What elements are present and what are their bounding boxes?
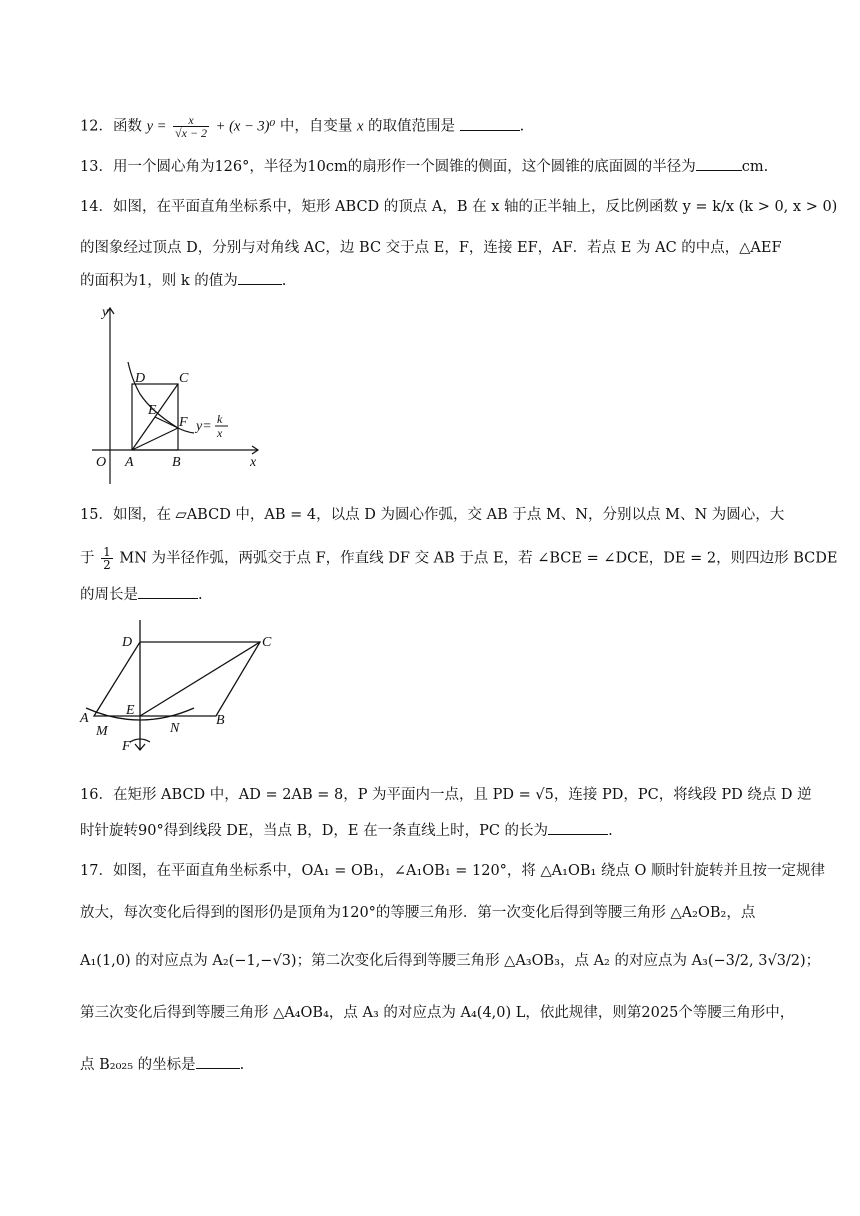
q16-line-2-text: 时针旋转90°得到线段 DE，当点 B，D，E 在一条直线上时，PC 的长为 [80, 823, 549, 839]
q12-period: . [519, 118, 525, 135]
q15-fraction-denominator: 2 [103, 558, 111, 572]
q15-line-3 [80, 584, 800, 606]
q13-text: 13．用一个圆心角为126°，半径为10cm的扇形作一个圆锥的侧面，这个圆锥的底面圆的半径为 [80, 159, 696, 175]
q14-label-o: O [96, 455, 107, 470]
q15-figure [76, 616, 286, 756]
q14-label-a: A [125, 455, 134, 470]
q14-line-3 [80, 270, 800, 292]
q12-fraction [173, 114, 209, 139]
q14-label-f: F [179, 415, 188, 430]
q14-label-x: x [250, 455, 257, 470]
q15-label-n: N [170, 721, 180, 736]
q12-text: 中，自变量 [279, 118, 353, 135]
q17-line-5-text: 点 B₂₀₂₅ 的坐标是 [80, 1057, 196, 1073]
q12-variable: x [356, 118, 364, 135]
q14-figure [80, 302, 270, 487]
q15-label-f: F [122, 739, 131, 754]
q12-answer-blank[interactable] [460, 116, 520, 131]
q15-answer-blank[interactable] [138, 584, 198, 599]
q15-line-3-text: 的周长是 [80, 587, 138, 603]
q14-function-label: y= [196, 419, 212, 434]
q16-answer-blank[interactable] [548, 820, 608, 835]
q12-text-end: 的取值范围是 [368, 118, 456, 135]
q15-label-b: B [216, 713, 225, 728]
q14-line-2: 的图象经过顶点 D，分别与对角线 AC，边 BC 交于点 E，F，连接 EF，AF．若点 E 为 AC 的中点，△AEF [80, 240, 782, 256]
q12-fraction-denominator: √x − 2 [175, 126, 208, 140]
q17-line-5 [80, 1054, 800, 1076]
q14-period: . [281, 273, 287, 289]
q12-function-tail: + (x − 3)⁰ [215, 118, 276, 135]
q14-label-c: C [179, 371, 189, 386]
q15-period: . [198, 587, 203, 603]
q17-period: . [239, 1057, 245, 1073]
q16-line-1: 16．在矩形 ABCD 中，AD = 2AB = 8，P 为平面内一点，且 PD = √5，连接 PD，PC，将线段 PD 绕点 D 逆 [80, 787, 812, 803]
q15-line-2-prefix: 于 [80, 550, 95, 567]
q16-line-2 [80, 820, 800, 842]
q15-label-a: A [80, 711, 89, 726]
question-13 [80, 156, 800, 178]
q14-label-d: D [135, 371, 146, 386]
q15-segment-ce [140, 642, 260, 716]
q13-unit: cm. [741, 159, 769, 175]
q14-answer-blank[interactable] [238, 270, 282, 285]
q14-segment-af [132, 428, 178, 450]
q14-line-3-text: 的面积为1，则 k 的值为 [80, 273, 238, 289]
q15-label-c: C [262, 635, 272, 650]
q16-period: . [608, 823, 613, 839]
q12-number: 12．函数 [80, 118, 142, 135]
q17-line-3: A₁(1,0) 的对应点为 A₂(−1,−√3)；第二次变化后得到等腰三角形 △A₃OB₃，点 A₂ 的对应点为 A₃(−3/2, 3√3/2)； [80, 953, 821, 969]
q17-line-2: 放大，每次变化后得到的图形仍是顶角为120°的等腰三角形．第一次变化后得到等腰三角形 △A₂OB₂，点 [80, 905, 756, 921]
q14-label-b: B [172, 455, 181, 470]
q15-label-e: E [126, 703, 135, 718]
q15-line-1: 15．如图，在 ▱ABCD 中，AB = 4，以点 D 为圆心作弧，交 AB 于点 M、N，分别以点 M、N 为圆心，大 [80, 507, 785, 523]
q14-function-k: k [217, 412, 223, 426]
q15-fraction [101, 546, 113, 571]
q15-label-m: M [96, 724, 108, 739]
q15-line-2 [80, 545, 838, 572]
q14-label-y: y [102, 305, 109, 320]
q15-parallelogram-abcd [94, 642, 260, 716]
q17-line-1: 17．如图，在平面直角坐标系中，OA₁ = OB₁，∠A₁OB₁ = 120°，将 △A₁OB₁ 绕点 O 顺时针旋转并且按一定规律 [80, 863, 826, 879]
question-12 [80, 114, 800, 139]
q15-label-d: D [122, 635, 133, 650]
q17-line-4: 第三次变化后得到等腰三角形 △A₄OB₄，点 A₃ 的对应点为 A₄(4,0) L，依此规律，则第2025个等腰三角形中， [80, 1005, 795, 1021]
q14-function-x: x [217, 426, 223, 440]
q13-answer-blank[interactable] [696, 156, 742, 171]
q14-line-1: 14．如图，在平面直角坐标系中，矩形 ABCD 的顶点 A，B 在 x 轴的正半轴上，反比例函数 y = k/x (k > 0, x > 0) [80, 199, 838, 215]
q17-answer-blank[interactable] [196, 1054, 240, 1069]
q12-function-lhs: y = [146, 118, 167, 135]
q15-line-2-text: MN 为半径作弧，两弧交于点 F，作直线 DF 交 AB 于点 E，若 ∠BCE = ∠DCE，DE = 2，则四边形 BCDE [119, 550, 838, 567]
q12-fraction-numerator: x [173, 114, 209, 127]
q15-fraction-numerator: 1 [103, 545, 111, 559]
q14-label-e: E [148, 403, 157, 418]
